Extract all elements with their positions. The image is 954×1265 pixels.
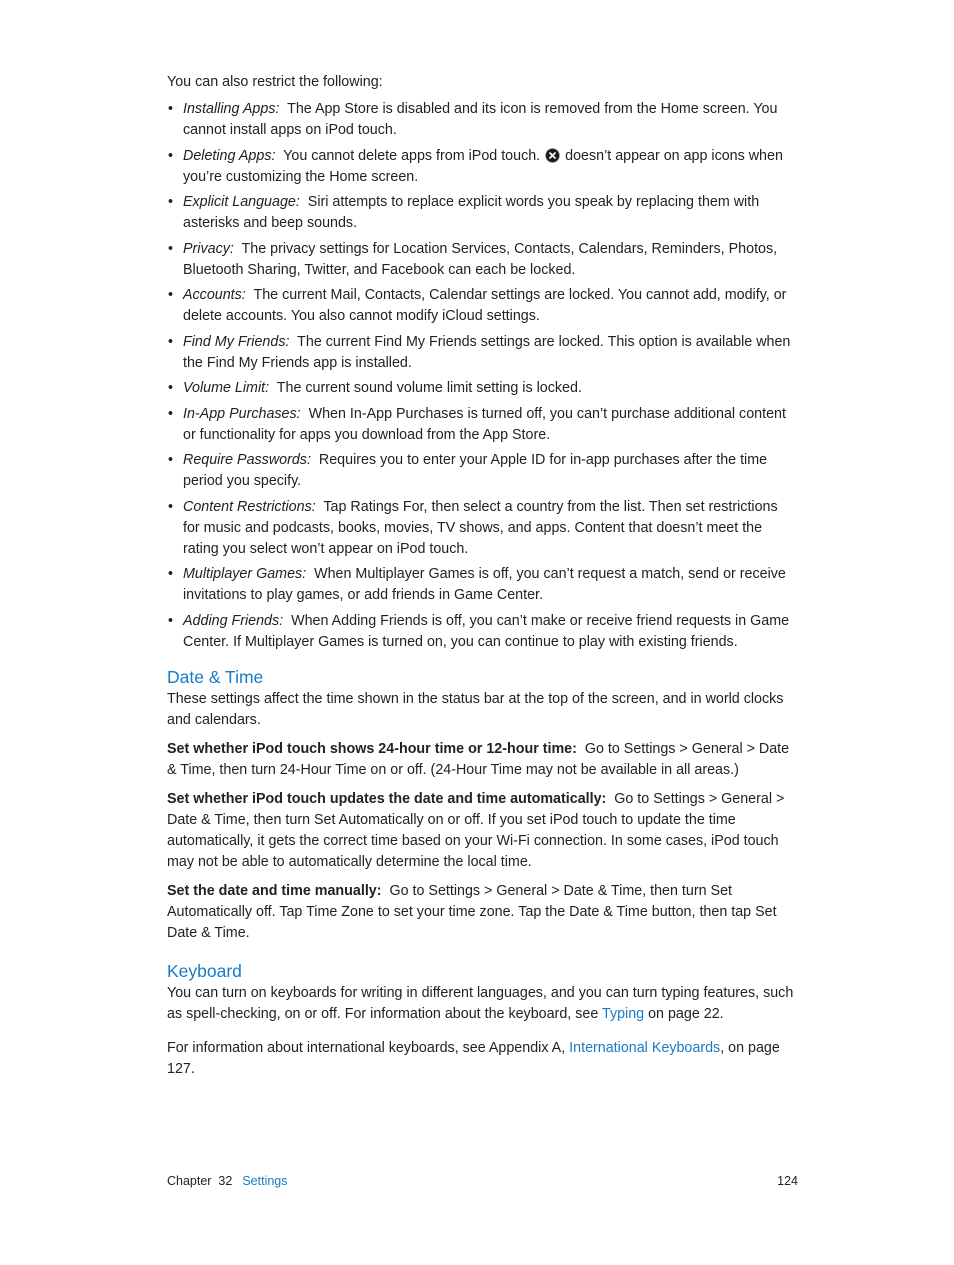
restrictions-list [167,99,795,653]
keyboard-heading: Keyboard [167,960,242,981]
delete-badge-icon [545,148,560,163]
date-time-intro: These settings affect the time shown in the status bar at the top of the screen, and in world clocks and calendars. [167,690,784,728]
keyboard-paragraph-2: For information about international keyboards, see Appendix A, International Keyboards, on page 127. [167,1039,780,1077]
date-time-item-auto: Set whether iPod touch updates the date and time automatically: Go to Settings > General > Date & Time, then turn Set Automatically on or off. If you set iPod touch to update the time automatically, it gets the correct time based on your Wi-Fi connection. In some cases, iPod touch may not be able to automatically determine the local time. [167,790,785,870]
list-item: • Find My Friends: The current Find My Friends settings are locked. This option is available when the Find My Friends app is installed. [168,333,791,371]
term-find-my-friends: Find My Friends: [183,333,290,350]
term-volume-limit: Volume Limit: [183,380,270,396]
list-item: • Privacy: The privacy settings for Location Services, Contacts, Calendars, Reminders, Photos, Bluetooth Sharing, Twitter, and Facebook can each be locked. [168,240,778,278]
page-number: 124 [777,1174,798,1188]
term-deleting-apps: Deleting Apps: [183,147,276,164]
date-time-item-24hour: Set whether iPod touch shows 24-hour time or 12-hour time: Go to Settings > General > Date & Time, then turn 24-Hour Time on or off. (24-Hour Time may not be available in all areas.) [167,740,790,778]
term-require-passwords: Require Passwords: [183,452,311,468]
term-multiplayer-games: Multiplayer Games: [183,566,307,582]
term-accounts: Accounts: [183,287,246,303]
list-item: • Content Restrictions: Tap Ratings For, then select a country from the list. Then set restrictions for music and podcasts, books, movies, TV shows, and apps. Content that doesn’t meet the rating you select won’t appear on iPod touch. [168,498,778,557]
typing-link[interactable]: Typing [602,1005,645,1022]
date-time-heading: Date & Time [167,666,264,687]
term-adding-friends: Adding Friends: [183,612,284,629]
term-explicit-language: Explicit Language: [183,194,300,210]
keyboard-paragraph-1: You can turn on keyboards for writing in different languages, and you can turn typing features, such as spell-checking, on or off. For information about the keyboard, see Typing on page 22. [167,984,794,1022]
footer-chapter-title-link[interactable]: Settings [242,1174,288,1188]
list-item: • Accounts: The current Mail, Contacts, Calendar settings are locked. You cannot add, modify, or delete accounts. You also cannot modify iCloud settings. [168,287,787,324]
list-item: • Explicit Language: Siri attempts to replace explicit words you speak by replacing them with asterisks and beep sounds. [168,194,760,231]
international-keyboards-link[interactable]: International Keyboards [569,1039,721,1056]
restrictions-intro: You can also restrict the following: [167,74,383,90]
page-content [167,72,795,1088]
term-content-restrictions: Content Restrictions: [183,498,316,515]
list-item: • In-App Purchases: When In-App Purchases is turned off, you can’t purchase additional content or functionality for apps you download from the App Store. [168,405,786,443]
page-footer [167,1172,798,1190]
term-in-app-purchases: In-App Purchases: [183,405,301,422]
term-privacy: Privacy: [183,240,234,257]
term-installing-apps: Installing Apps: [183,101,280,117]
list-item: • Adding Friends: When Adding Friends is off, you can’t make or receive friend requests in Game Center. If Multiplayer Games is turned on, you can continue to play with existing friends. [168,612,790,650]
list-item: • Installing Apps: The App Store is disabled and its icon is removed from the Home screen. You cannot install apps on iPod touch. [168,101,778,138]
list-item: • Volume Limit: The current sound volume limit setting is locked. [168,380,582,396]
date-time-item-manual: Set the date and time manually: Go to Settings > General > Date & Time, then turn Set Automatically off. Tap Time Zone to set your time zone. Tap the Date & Time button, then tap Set Date & Time. [167,882,777,941]
list-item: • Multiplayer Games: When Multiplayer Games is off, you can’t request a match, send or receive invitations to play games, or add friends in Game Center. [168,566,786,603]
list-item: • Deleting Apps: You cannot delete apps from iPod touch. doesn’t appear on app icons when you’re customizing the Home screen. [168,147,783,185]
footer-chapter: Chapter 32 [167,1174,233,1188]
list-item: • Require Passwords: Requires you to enter your Apple ID for in-app purchases after the time period you specify. [168,452,768,489]
